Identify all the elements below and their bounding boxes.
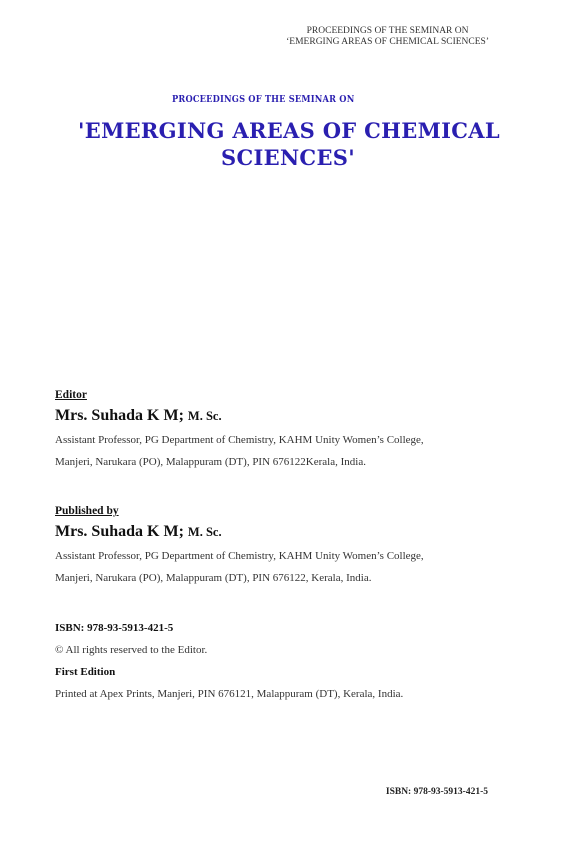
publisher-name-text: Mrs. Suhada K M;: [55, 523, 184, 540]
page-title: [0, 117, 568, 171]
editor-affiliation-line2: Manjeri, Narukara (PO), Malappuram (DT), PIN 676122Kerala, India.: [55, 456, 366, 468]
edition-text: First Edition: [55, 666, 116, 678]
running-header-line2: ‘EMERGING AREAS OF CHEMICAL SCIENCES’: [286, 37, 489, 47]
editor-name-text: Mrs. Suhada K M;: [55, 407, 184, 424]
editor-qualification: M. Sc.: [187, 409, 222, 423]
editor-section: [55, 389, 515, 473]
isbn-text: ISBN: 978-93-5913-421-5: [55, 622, 174, 634]
page-title-line1: 'EMERGING AREAS OF CHEMICAL: [78, 118, 500, 143]
page-title-line2: SCIENCES': [221, 145, 355, 170]
publication-info: [55, 617, 515, 705]
editor-label: Editor: [55, 389, 87, 401]
editor-affiliation: [55, 429, 515, 473]
publisher-affiliation-line1: Assistant Professor, PG Department of Chemistry, KAHM Unity Women’s College,: [55, 550, 424, 562]
publisher-qualification: M. Sc.: [187, 525, 222, 539]
title-subheading: PROCEEDINGS OF THE SEMINAR ON: [172, 95, 355, 105]
editor-name: [55, 407, 515, 425]
editor-affiliation-line1: Assistant Professor, PG Department of Chemistry, KAHM Unity Women’s College,: [55, 434, 424, 446]
running-header-line1: PROCEEDINGS OF THE SEMINAR ON: [306, 26, 469, 36]
publisher-name: [55, 523, 515, 541]
publisher-section: [55, 505, 515, 589]
printer-text: Printed at Apex Prints, Manjeri, PIN 676121, Malappuram (DT), Kerala, India.: [55, 688, 404, 700]
publisher-affiliation-line2: Manjeri, Narukara (PO), Malappuram (DT), PIN 676122, Kerala, India.: [55, 572, 372, 584]
publisher-label: Published by: [55, 505, 119, 517]
running-header: [286, 26, 489, 48]
publisher-affiliation: [55, 545, 515, 589]
rights-text: © All rights reserved to the Editor.: [55, 644, 208, 656]
footer-isbn: ISBN: 978-93-5913-421-5: [385, 787, 488, 797]
